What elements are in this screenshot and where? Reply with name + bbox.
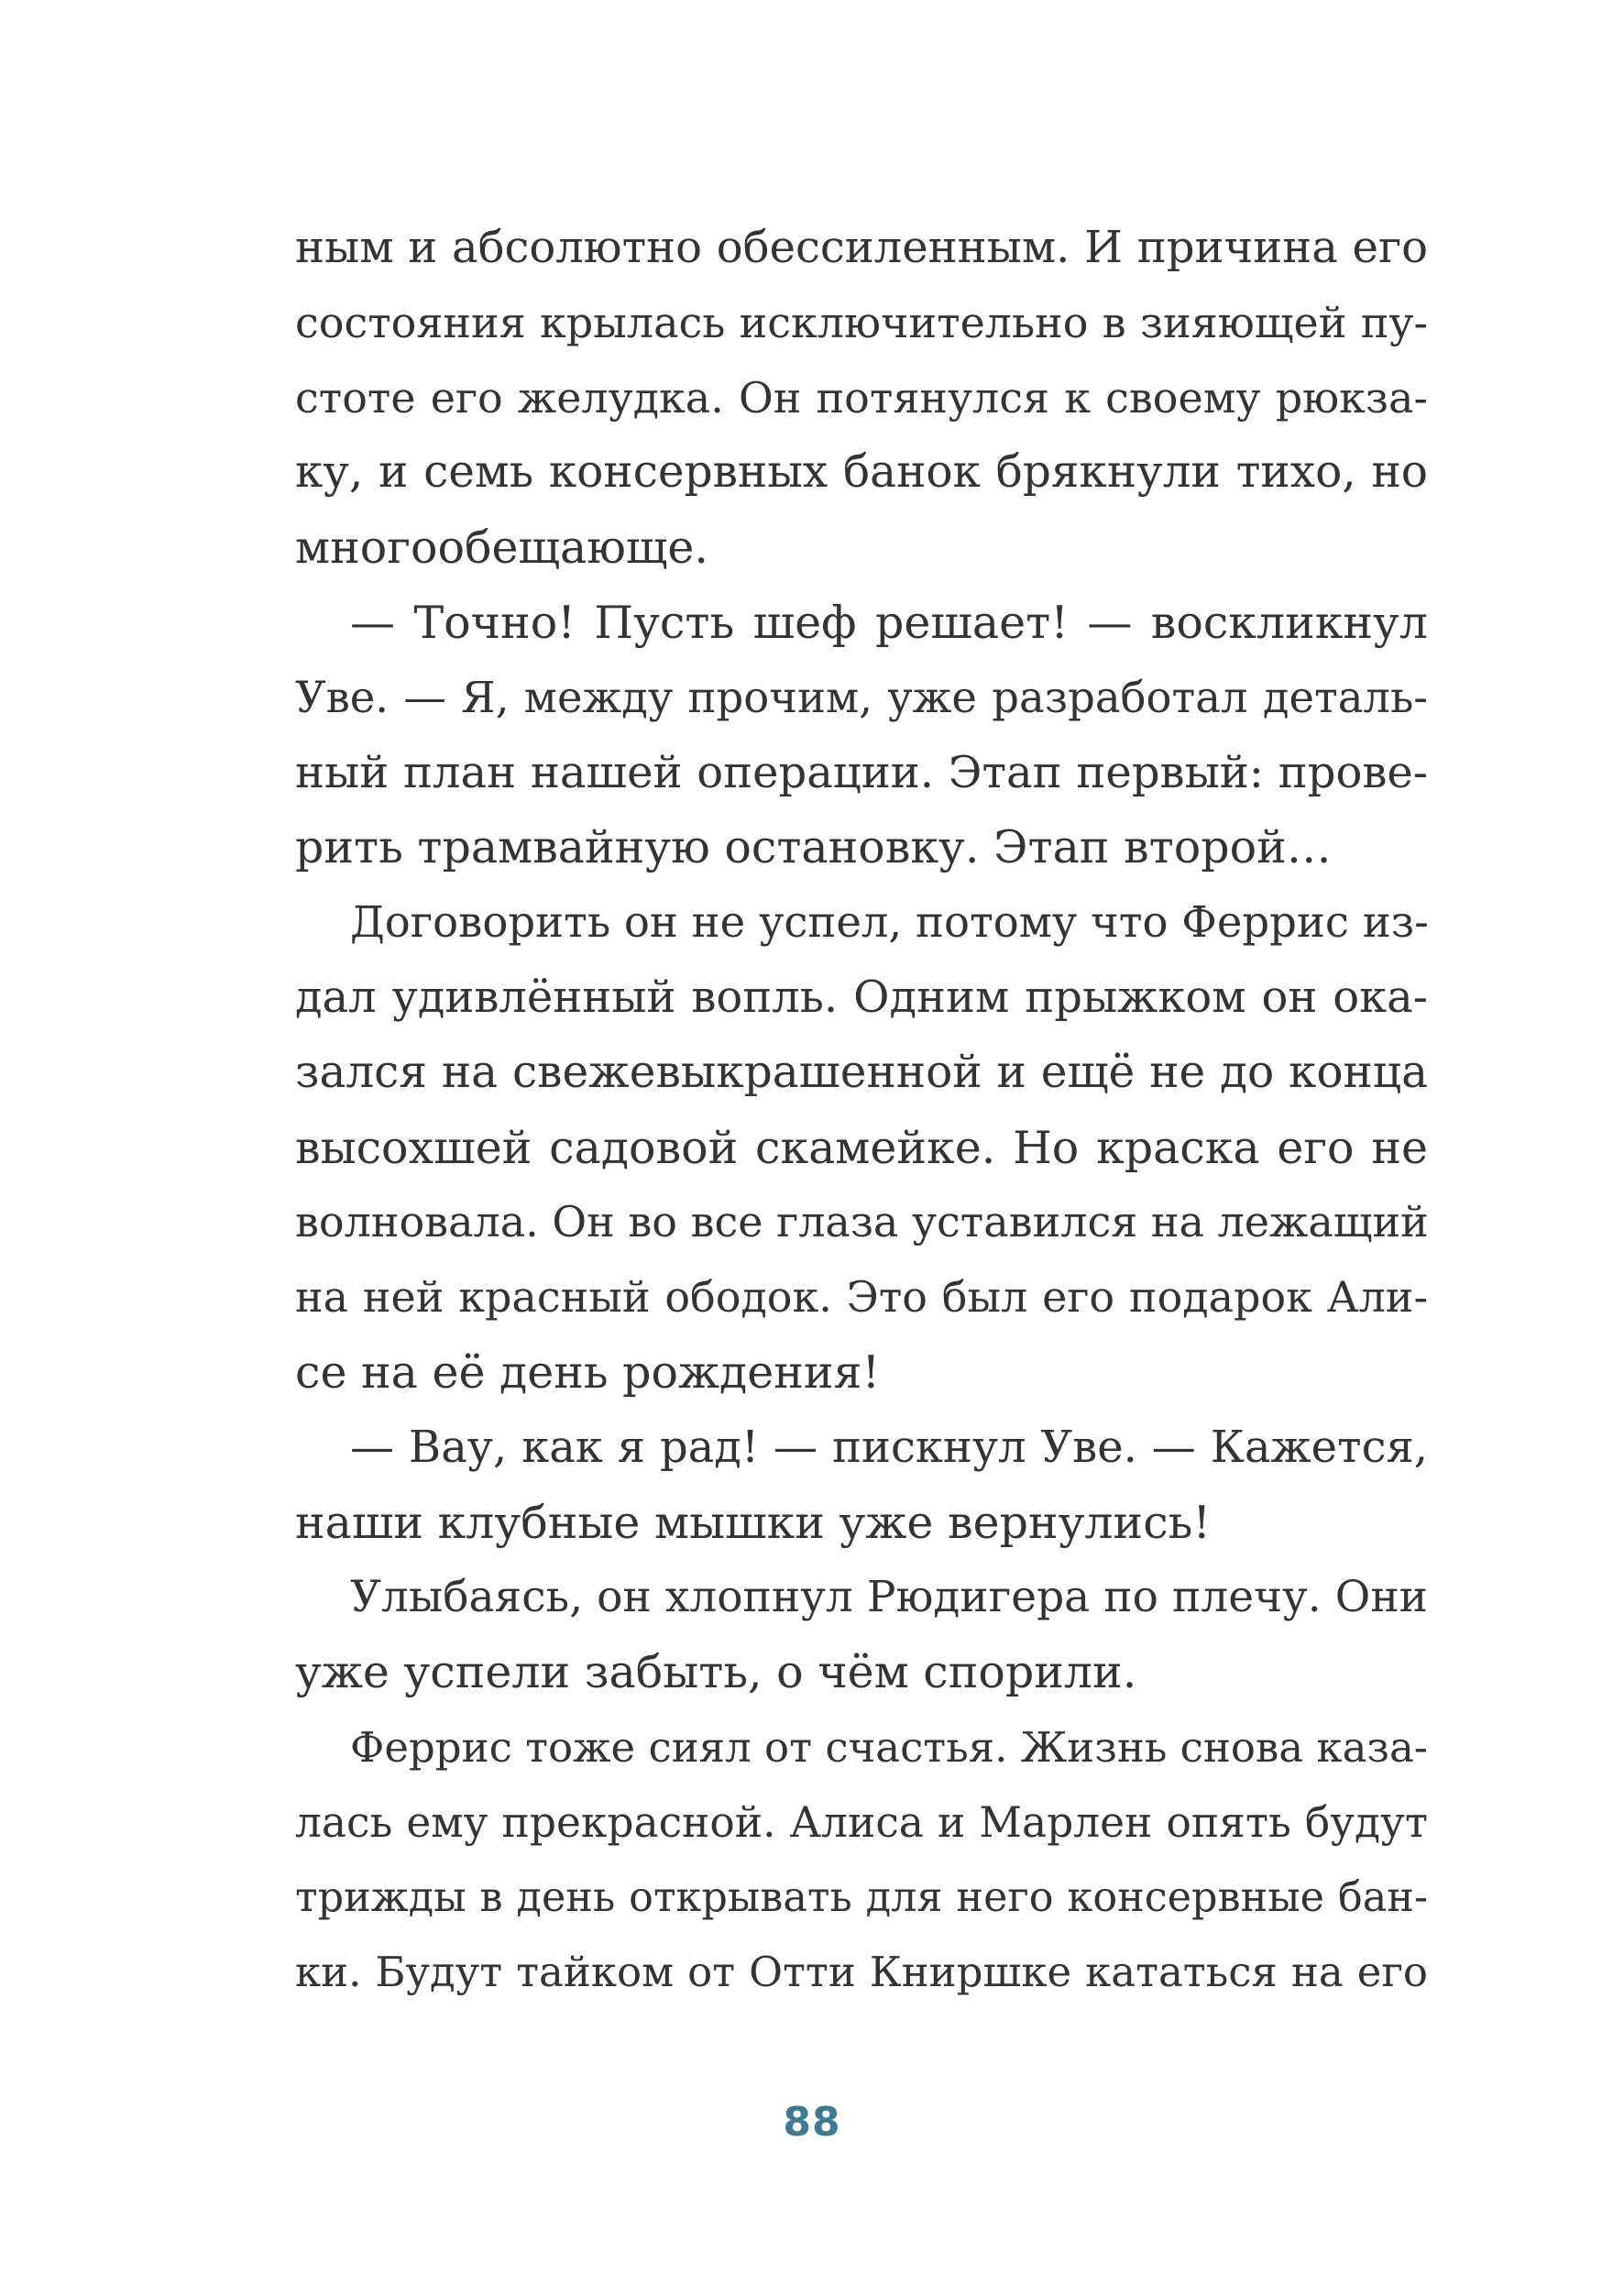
text-line: уже успели забыть, о чём спорили.	[295, 1646, 1137, 1699]
text-line: многообещающе.	[295, 522, 709, 575]
text-line: ный план нашей операции. Этап первый: прове-	[295, 746, 1428, 798]
text-line: дал удивлённый вопль. Одним прыжком он ока-	[295, 971, 1428, 1023]
text-line: волновала. Он во все глаза уставился на лежащий	[295, 1197, 1429, 1247]
text-line: стоте его желудка. Он потянулся к своему рюкза-	[295, 372, 1428, 423]
text-line: рить трамвайную остановку. Этап второй…	[295, 821, 1332, 874]
text-line: Уве. — Я, между прочим, уже разработал деталь-	[295, 672, 1428, 722]
text-line: се на её день рождения!	[295, 1345, 881, 1399]
text-line: — Вау, как я рад! — пискнул Уве. — Кажется,	[350, 1421, 1428, 1473]
text-line: Феррис тоже сиял от счастья. Жизнь снова каза-	[350, 1722, 1428, 1772]
text-line: на ней красный ободок. Это был его подарок Али-	[295, 1272, 1428, 1323]
text-line: — Точно! Пусть шеф решает! — воскликнул	[350, 596, 1428, 649]
text-line: трижды в день открывать для него консервные бан-	[295, 1873, 1428, 1921]
text-line: высохшей садовой скамейке. Но краска его не	[295, 1121, 1428, 1174]
text-line: Договорить он не успел, потому что Феррис из-	[350, 897, 1429, 948]
text-line: состояния крылась исключительно в зияющей пу-	[295, 297, 1428, 347]
text-line: ку, и семь консервных банок брякнули тихо, но	[295, 446, 1428, 499]
text-line: лась ему прекрасной. Алиса и Марлен опять будут	[295, 1797, 1428, 1847]
text-line: ным и абсолютно обессиленным. И причина его	[295, 222, 1428, 273]
body-text	[295, 211, 1428, 2010]
text-line: наши клубные мышки уже вернулись!	[295, 1496, 1212, 1549]
text-line: ки. Будут тайком от Отти Книршке кататься на его	[295, 1948, 1428, 1997]
page-number: 88	[783, 2099, 841, 2146]
text-line: зался на свежевыкрашенной и ещё не до конца	[295, 1046, 1428, 1098]
text-line: Улыбаясь, он хлопнул Рюдигера по плечу. Они	[350, 1572, 1428, 1623]
